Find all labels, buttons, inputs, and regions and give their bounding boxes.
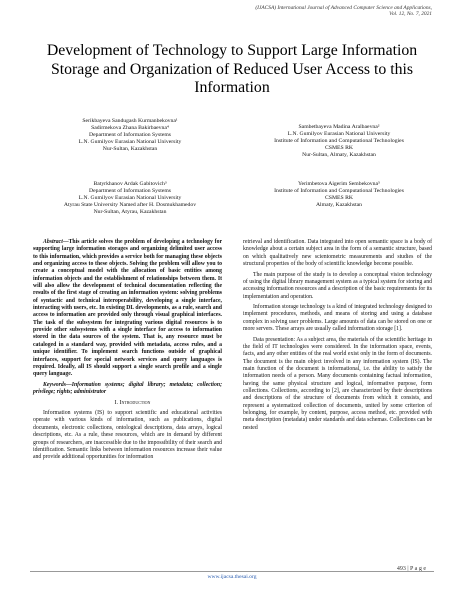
paper-title: Development of Technology to Support Large Information Storage and Organization of Reduced User Access to this Information [46, 42, 418, 96]
journal-volume: Vol. 12, No. 7, 2021 [389, 11, 432, 18]
right-column [243, 239, 432, 435]
author-affiliation: CSMES RK [325, 195, 353, 202]
author-name: Batyrkhanov Ardak Gabitovich³ [93, 181, 167, 187]
keywords-label: Keywords [43, 381, 66, 388]
author-name: Sambetbayeva Madina Aralbaevna² [298, 124, 380, 130]
journal-header [172, 5, 432, 18]
author-name: Yerimbetova Aigerim Sembekovna⁵ [298, 181, 380, 187]
author-affiliation: L.N. Gumilyov Eurasian National University [287, 131, 391, 138]
author-affiliation: CSMES RK [325, 145, 353, 152]
author-affiliation: Department of Information Systems [89, 132, 171, 139]
footer-rule [30, 571, 434, 572]
footer-url-link[interactable]: www.ijacsa.thesai.org [207, 574, 257, 580]
author-affiliation: L.N. Gumilyov Eurasian National University [78, 195, 182, 202]
author-affiliation: Nur-Sultan, Almaty, Kazakhstan [302, 152, 376, 159]
author-affiliation: Atyrau State University Named after H. Dosmukhamedov [63, 202, 197, 209]
author-affiliation: Almaty, Kazakhstan [315, 202, 363, 209]
paragraph: Information storage technology is a kind of integrated technology designed to implement procedures, methods, and means of storing and using a database complex in solving user problems. Large amounts of data can be stored on one or more servers. These arrays are usually called information storage [1]. [243, 304, 432, 333]
author-affiliation: L.N. Gumilyov Eurasian National University [78, 139, 182, 146]
abstract-label: Abstract [43, 239, 63, 245]
keywords [33, 382, 222, 397]
paragraph: Information systems (IS) to support scientific and educational activities operate with various kinds of information, such as publications, digital documents, electronic collections, ontological descriptions, data arrays, logical descriptions, etc. As a rule, these resources, which are in demand by different groups of researchers, are inaccessible due to the impossibility of their search and identification. Semantic links between information resources increase their value and provide additional opportunities for information [33, 410, 222, 461]
author-name: Serikbayeva Sandugash Kurmanbekovna¹ [82, 118, 178, 124]
author-affiliation: Nur-Sultan, Atyrau, Kazakhstan [93, 209, 167, 216]
paragraph: The main purpose of the study is to develop a conceptual vision technology of using the digital library management system as a typical system for storing and accessing information resources and a description of the basic requirements for its implementation and operation. [243, 271, 432, 300]
author-block-3 [30, 181, 230, 216]
author-affiliation: Nur-Sultan, Kazakhstan [102, 146, 158, 153]
paragraph: Data presentation: As a subject area, the materials of the scientific heritage in the field of IT technologies were considered. In the information space, events, facts, and any other entities of the real world exist only in the form of documents. The document is the main object involved in any information system (IS). The main function of the document is informational, i.e. the ability to satisfy the information needs of a person. Many documents containing factual information, having the same physical structure and logical, informative purpose, form collections. Collections, according to [2], are characterized by their descriptions and descriptions of the structure of documents from which it consists, and represent a systematized collection of documents, united by some criterion of belonging, for example, by content, purpose, access method, etc. provided with meta description (metadata) under standards and data schemas. Collections can be nested [243, 336, 432, 431]
author-block-2 [236, 124, 442, 159]
author-affiliation: Institute of Information and Computational Technologies [274, 188, 404, 195]
page-number: 493 | P a g e [396, 566, 426, 572]
author-affiliation: Department of Information Systems [89, 188, 171, 195]
author-name: Sadirmekova Zhana Bakirbaevna⁴ [91, 125, 169, 132]
left-column [33, 239, 222, 465]
author-affiliation: Institute of Information and Computational Technologies [274, 138, 404, 145]
author-block-4 [236, 181, 442, 209]
abstract-text: —This article solves the problem of developing a technology for supporting large information storages and organizing delimited user access to this information, which provides a service both for managing these objects and organizing access to these objects. Solving the problem will allow you to create a conceptual model with the allocation of basic entities among information objects and the establishment of relationships between them. It will also allow the development of technical documentation reflecting the results of the first stage of creating an information system: solving problems of syntactic and technical interoperability, developing a single interface, interacting with users, etc. In existing DL developments, as a rule, search and access to information are provided only through visual graphical interfaces. The task of the subsystem for integrating various digital resources is to provide other subsystems with a single interface for access to information stored in the data sources of the system. That is, any resource must be cataloged in a standard way, provided with metadata, access rules, and a unique identifier. To implement search functions outside of graphical interfaces, support for special network services and query languages is required. Ideally, all IS should support a single search profile and a single query language. [33, 239, 223, 378]
journal-name: (IJACSA) International Journal of Advanced Computer Science and Applications, [255, 5, 432, 11]
author-block-1 [30, 118, 230, 153]
keywords-text: —Information systems; digital library; metadata; collection; privilege; rights; administrator [33, 381, 222, 396]
section-heading: I. Introduction [114, 399, 151, 406]
abstract [33, 239, 222, 379]
paragraph: retrieval and identification. Data integrated into open semantic space is a body of knowledge about a certain subject area in the form of a semantic structure, based on which qualitatively new scientometric measurements and studies of the structural properties of the body of scientific knowledge become possible. [243, 239, 432, 268]
